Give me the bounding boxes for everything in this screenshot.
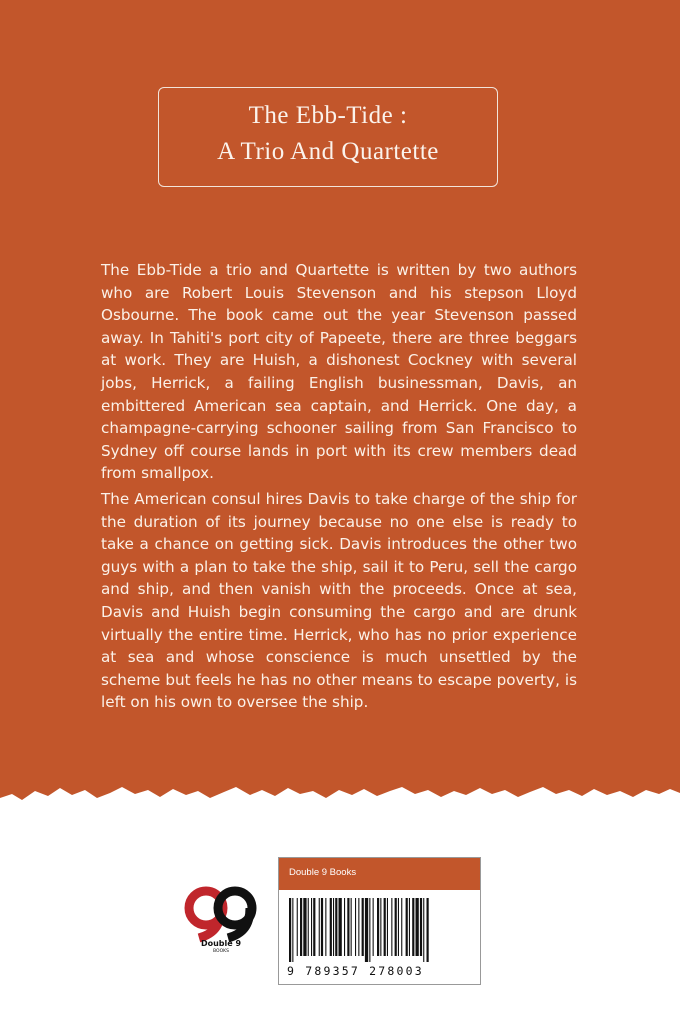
barcode-bar bbox=[297, 898, 298, 956]
barcode-bar bbox=[335, 898, 337, 956]
barcode-bar bbox=[377, 898, 379, 956]
barcode-bar bbox=[330, 898, 332, 956]
barcode-bar bbox=[369, 898, 370, 962]
barcode-bar bbox=[365, 898, 368, 962]
barcode-bar bbox=[401, 898, 402, 956]
barcode-bar bbox=[339, 898, 342, 956]
barcode-bar bbox=[380, 898, 381, 956]
title-box bbox=[158, 87, 498, 187]
barcode-bar bbox=[362, 898, 364, 956]
barcode-bars bbox=[287, 898, 474, 962]
barcode-box bbox=[278, 857, 481, 985]
book-title: The Ebb-Tide : bbox=[248, 102, 408, 129]
blurb-paragraph-1: The Ebb-Tide a trio and Quartette is written by two authors who are Robert Louis Stevenson and his stepson Lloyd Osbourne. The book came out the year Stevenson passed away. In Tahiti's port city of Papeete, there are three beggars at work. They are Huish, a dishonest Cockney with several jobs, Herrick, a failing English businessman, Davis, an embittered American sea captain, and Herrick. One day, a champagne-carrying schooner sailing from San Francisco to Sydney off course lands in port with its crew members dead from smallpox. bbox=[101, 261, 577, 483]
barcode-bar bbox=[358, 898, 359, 956]
barcode-bar bbox=[373, 898, 374, 956]
barcode-bar bbox=[311, 898, 312, 956]
barcode-bar bbox=[384, 898, 386, 956]
barcode-bar bbox=[409, 898, 410, 956]
publisher-logo bbox=[183, 886, 259, 952]
book-subtitle: A Trio And Quartette bbox=[217, 138, 439, 165]
isbn-number: 9 789357 278003 bbox=[287, 964, 424, 978]
barcode-bar bbox=[333, 898, 334, 956]
barcode-bar bbox=[313, 898, 315, 956]
barcode-bar bbox=[289, 898, 291, 962]
blurb-paragraph-2: The American consul hires Davis to take charge of the ship for the duration of its journey because no one else is ready to take a chance on getting sick. Davis introduces the other two guys with a plan to take the ship, sail it to Peru, sell the cargo and ship, and then vanish with the proceeds. Once at sea, Davis and Huish begin consuming the cargo and are drunk virtually the entire time. Herrick, who has no prior experience at sea and whose conscience is much unsettled by the scheme but feels he has no other means to escape poverty, is left on his own to oversee the ship. bbox=[101, 490, 577, 712]
barcode-bar bbox=[355, 898, 356, 956]
barcode-bar bbox=[300, 898, 302, 956]
logo-text: Double 9 bbox=[200, 939, 242, 948]
publisher-name: Double 9 Books bbox=[279, 858, 480, 890]
barcode-bar bbox=[321, 898, 323, 956]
barcode-bar bbox=[387, 898, 388, 956]
barcode-bar bbox=[420, 898, 422, 956]
torn-paper-edge bbox=[0, 760, 680, 820]
barcode-bar bbox=[351, 898, 352, 956]
barcode-bar bbox=[423, 898, 424, 962]
double-nine-logo-icon bbox=[189, 891, 252, 938]
barcode-bar bbox=[412, 898, 414, 956]
barcode-bar bbox=[325, 898, 326, 956]
barcode-bar bbox=[319, 898, 320, 956]
barcode-bar bbox=[347, 898, 349, 956]
barcode-bar bbox=[303, 898, 306, 956]
barcode-bar bbox=[395, 898, 397, 956]
barcode-bar bbox=[292, 898, 293, 962]
barcode-bar bbox=[398, 898, 399, 956]
barcode-bar bbox=[427, 898, 429, 962]
logo-subtext: BOOKS bbox=[213, 949, 229, 952]
barcode-bar bbox=[406, 898, 408, 956]
barcode-bar bbox=[391, 898, 392, 956]
barcode-bar bbox=[344, 898, 345, 956]
barcode-bar bbox=[308, 898, 309, 956]
barcode-bar bbox=[416, 898, 419, 956]
